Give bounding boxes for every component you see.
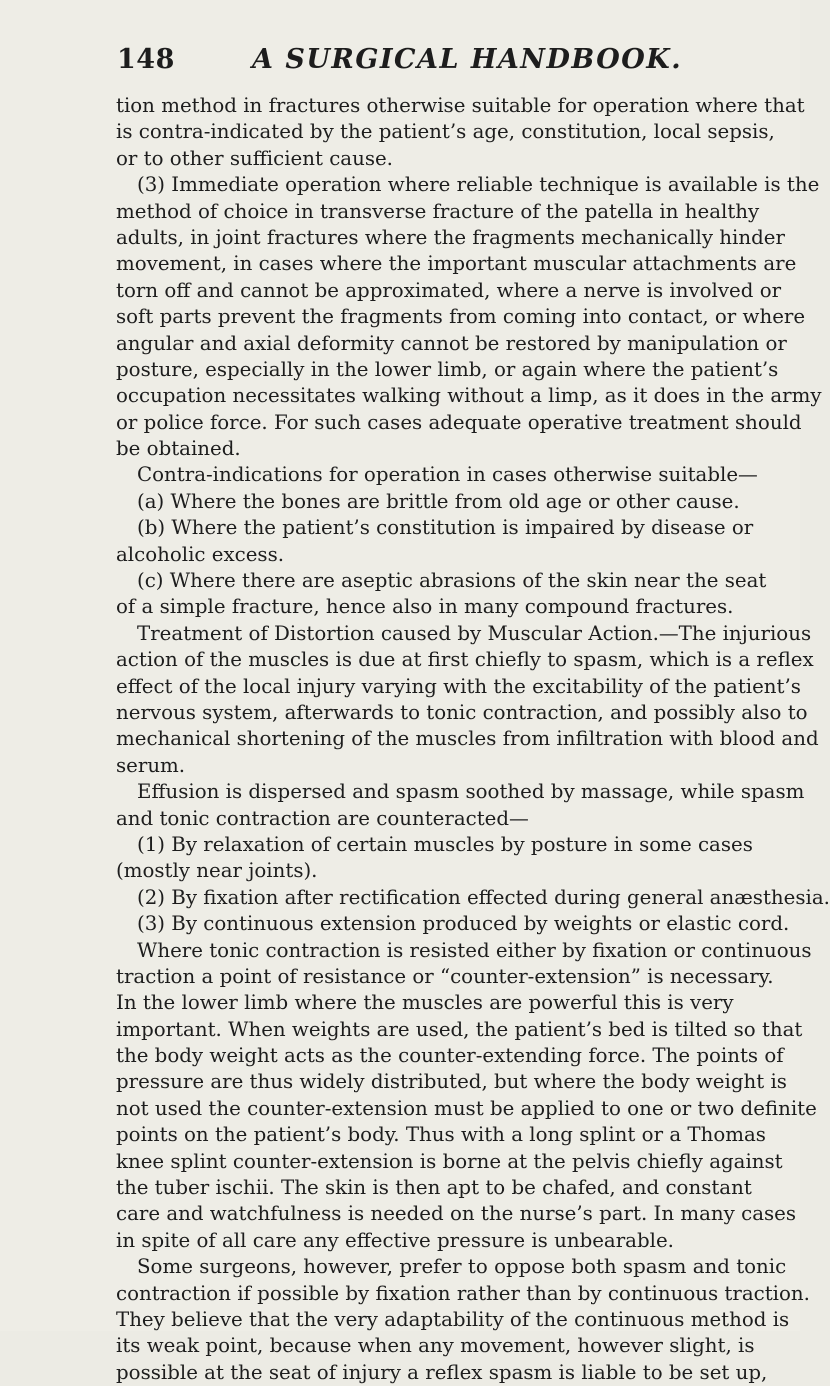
text-line: Treatment of Distortion caused by Muscular Action.—The injurious — [137, 621, 812, 645]
text-line: the tuber ischii. The skin is then apt to be chafed, and constant — [116, 1176, 752, 1200]
text-line: (b) Where the patient’s constitution is impaired by disease or — [137, 516, 754, 540]
text-line: soft parts prevent the fragments from coming into contact, or where — [116, 305, 806, 329]
running-head: A SURGICAL HANDBOOK. — [252, 44, 683, 75]
text-line: In the lower limb where the muscles are powerful this is very — [116, 991, 734, 1015]
text-line: is contra-indicated by the patient’s age, constitution, local sepsis, — [116, 120, 775, 144]
text-line: the body weight acts as the counter-extending force. The points of — [116, 1044, 784, 1068]
text-line: (2) By fixation after rectification effected during general anæsthesia. — [137, 885, 830, 909]
text-line: They believe that the very adaptability of the continuous method is — [116, 1307, 790, 1331]
text-line: method of choice in transverse fracture of the patella in healthy — [116, 199, 760, 223]
text-line: its weak point, because when any movement, however slight, is — [116, 1334, 755, 1358]
text-line: Some surgeons, however, prefer to oppose both spasm and tonic — [137, 1255, 787, 1279]
text-line: Effusion is dispersed and spasm soothed by massage, while spasm — [137, 780, 805, 804]
text-line: or police force. For such cases adequate operative treatment should — [116, 410, 802, 434]
text-line: and tonic contraction are counteracted— — [116, 806, 529, 830]
text-line: (1) By relaxation of certain muscles by posture in some cases — [137, 832, 753, 856]
text-line: serum. — [116, 753, 186, 777]
text-line: alcoholic excess. — [116, 542, 285, 566]
text-line: effect of the local injury varying with the excitability of the patient’s — [116, 674, 801, 698]
text-line: angular and axial deformity cannot be restored by manipulation or — [116, 331, 787, 355]
text-line: be obtained. — [116, 437, 241, 461]
text-line: (mostly near joints). — [116, 859, 318, 883]
text-line: or to other sufficient cause. — [116, 146, 393, 170]
text-line: (a) Where the bones are brittle from old age or other cause. — [137, 489, 740, 513]
page-header — [117, 44, 717, 84]
text-line: care and watchfulness is needed on the nurse’s part. In many cases — [116, 1202, 797, 1226]
text-line: pressure are thus widely distributed, but where the body weight is — [116, 1070, 787, 1094]
text-line: contraction if possible by fixation rather than by continuous traction. — [116, 1281, 810, 1305]
page-number: 148 — [117, 44, 175, 75]
text-line: torn off and cannot be approximated, where a nerve is involved or — [116, 278, 782, 302]
text-line: Contra-indications for operation in cases otherwise suitable— — [137, 463, 758, 487]
text-line: in spite of all care any effective pressure is unbearable. — [116, 1228, 674, 1252]
text-line: action of the muscles is due at first chiefly to spasm, which is a reflex — [116, 648, 814, 672]
text-line: traction a point of resistance or “counter-extension” is necessary. — [116, 964, 774, 988]
text-line: points on the patient’s body. Thus with a long splint or a Thomas — [116, 1123, 766, 1147]
text-line: (3) By continuous extension produced by weights or elastic cord. — [137, 912, 790, 936]
text-line: posture, especially in the lower limb, or again where the patient’s — [116, 357, 779, 381]
text-line: movement, in cases where the important muscular attachments are — [116, 252, 797, 276]
text-line: knee splint counter-extension is borne at the pelvis chiefly against — [116, 1149, 783, 1173]
text-line: possible at the seat of injury a reflex spasm is liable to be set up, — [116, 1360, 768, 1384]
text-line: occupation necessitates walking without a limp, as it does in the army — [116, 384, 822, 408]
text-line: of a simple fracture, hence also in many compound fractures. — [116, 595, 734, 619]
text-line: tion method in fractures otherwise suitable for operation where that — [116, 94, 805, 117]
text-line: Where tonic contraction is resisted either by fixation or continuous — [137, 938, 812, 962]
text-line: (3) Immediate operation where reliable technique is available is the — [137, 173, 820, 197]
text-line: nervous system, afterwards to tonic contraction, and possibly also to — [116, 700, 808, 724]
text-line: (c) Where there are aseptic abrasions of the skin near the seat — [137, 569, 767, 593]
text-line: adults, in joint fractures where the fragments mechanically hinder — [116, 225, 785, 249]
body-text — [116, 93, 830, 1386]
text-line: mechanical shortening of the muscles from infiltration with blood and — [116, 727, 819, 751]
text-line: not used the counter-extension must be applied to one or two definite — [116, 1096, 817, 1120]
text-line: important. When weights are used, the patient’s bed is tilted so that — [116, 1017, 803, 1041]
